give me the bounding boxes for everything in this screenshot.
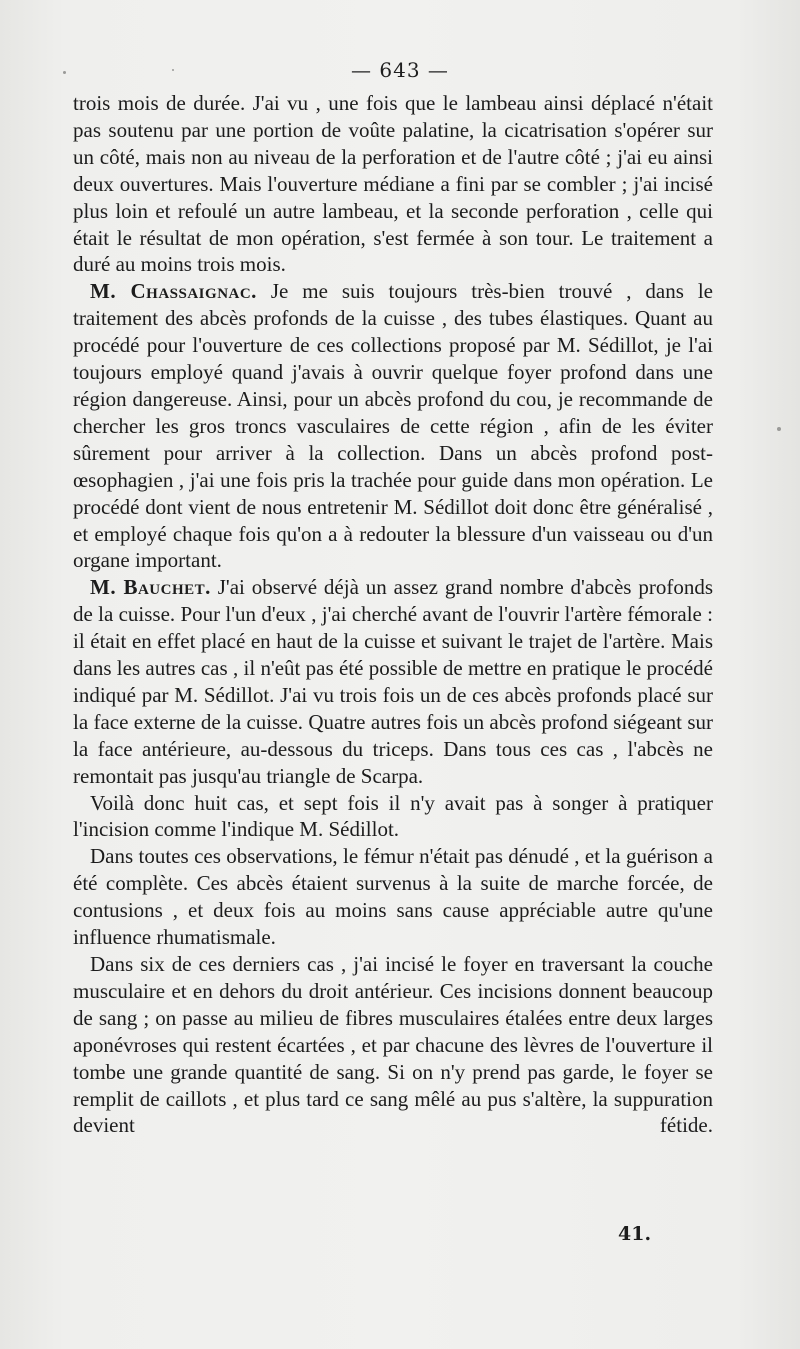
paragraph-observations: Dans toutes ces observations, le fémur n'était pas dénudé , et la guérison a été complète. Ces abcès étaient survenus à la suite de marche forcée, de contusions , et deux fois au moins sans cause appréciable autre qu'une influence rhumatismale. — [73, 844, 713, 950]
paragraph-text: Je me suis toujours très-bien trouvé , dans le traitement des abcès profonds de la cuisse , des tubes élastiques. Quant au procédé pour l'ouverture de ces collections proposé par M. Sédillot, je l'ai toujours employé quand j'avais à ouvrir quelque foyer profond dans une région dangereuse. Ainsi, pour un abcès profond du cou, je recommande de chercher les gros troncs vasculaires de cette région , afin de les éviter sûrement pour arriver à la collection. Dans un abcès profond post-œsophagien , j'ai une fois pris la trachée pour guide dans mon opération. Le procédé dont vient de nous entretenir M. Sédillot doit donc être généralisé , et employé chaque fois qu'on a à redouter la blessure d'un vaisseau ou d'un organe important. — [73, 279, 713, 573]
page-number: — 643 — — [351, 58, 449, 82]
signature-mark: 41. — [618, 1223, 652, 1245]
speaker-name: M. Bauchet. — [90, 575, 211, 600]
paragraph-summary: Voilà donc huit cas, et sept fois il n'y avait pas à songer à pratiquer l'incision comme l'indique M. Sédillot. — [73, 790, 713, 842]
paragraph-incisions: Dans six de ces derniers cas , j'ai incisé le foyer en traversant la couche musculaire et en dehors du droit antérieur. Ces incisions donnent beaucoup de sang ; on passe au milieu de fibres musculaires étalées entre deux larges aponévroses qui restent écartées , et par chacune des lèvres de l'ouverture il tombe une grande quantité de sang. Si on n'y prend pas garde, le foyer se remplit de caillots , et plus tard ce sang mêlé au pus s'altère, la suppuration devient fétide. — [73, 952, 713, 1138]
speaker-name: M. Chassaignac. — [90, 279, 257, 304]
paragraph-chassaignac — [73, 278, 713, 574]
print-speck — [777, 427, 781, 431]
paragraph-continuation: trois mois de durée. J'ai vu , une fois que le lambeau ainsi déplacé n'était pas soutenu par une portion de voûte palatine, la cicatrisation s'opérer sur un côté, mais non au niveau de la perforation et de l'autre côté ; j'ai eu ainsi deux ouvertures. Mais l'ouverture médiane a fini par se combler ; j'ai incisé plus loin et refoulé un autre lambeau, et la seconde perforation , celle qui était le résultat de mon opération, s'est fermée à son tour. Le traitement a duré au moins trois mois. — [73, 91, 713, 277]
paragraph-text: J'ai observé déjà un assez grand nombre d'abcès profonds de la cuisse. Pour l'un d'eux , j'ai cherché avant de l'ouvrir l'artère fémorale : il était en effet placé en haut de la cuisse et suivant le trajet de l'artère. Mais dans les autres cas , il n'eût pas été possible de mettre en pratique le procédé indiqué par M. Sédillot. J'ai vu trois fois un de ces abcès profonds placé sur la face externe de la cuisse. Quatre autres fois un abcès profond siégeant sur la face antérieure, au-dessous du triceps. Dans tous ces cas , l'abcès ne remontait pas jusqu'au triangle de Scarpa. — [73, 575, 713, 788]
page-text — [73, 90, 713, 1139]
paragraph-bauchet — [73, 574, 713, 789]
